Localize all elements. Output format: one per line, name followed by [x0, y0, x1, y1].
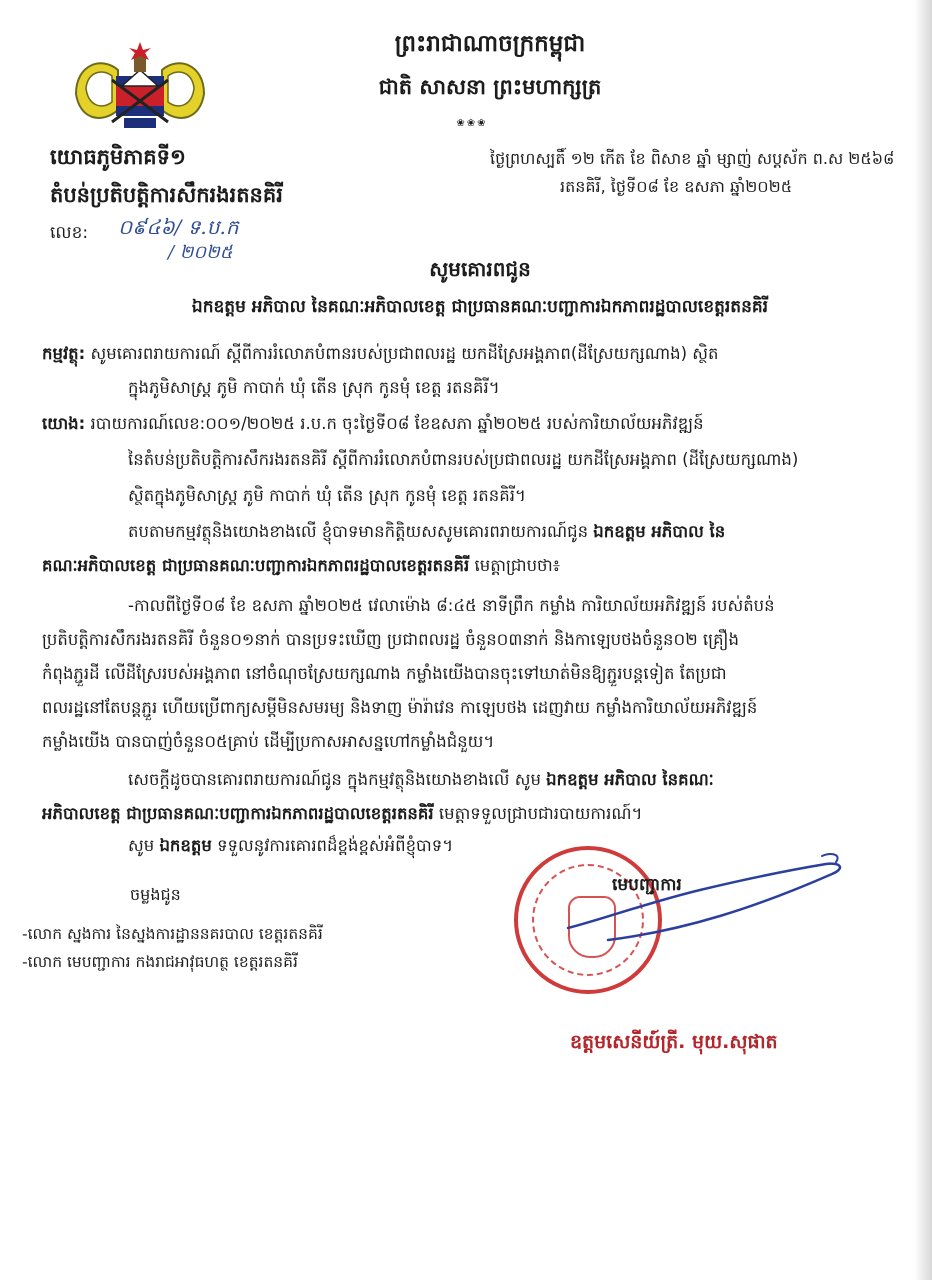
subject-line-2: ក្នុងភូមិសាស្ត្រ ភូមិ កាបាក់ ឃុំ តើន ស្រុក កូនមុំ ខេត្ត រតនគិរី។ — [128, 378, 500, 397]
signer-name: ឧត្តមសេនីយ៍ត្រី. មុយ.សុផាត — [570, 1031, 778, 1053]
cc-item-1: -លោក ស្នងការ នៃស្នងការដ្ឋាននគរបាល ខេត្តរតនគិរី — [22, 925, 323, 943]
subject-label: កម្មវត្ថុ: — [42, 344, 86, 363]
body-p2-line-3: កំពុងភ្ជួរដី លើដីស្រែរបស់អង្គភាព នៅចំណុចស្រែយក្សណាង កម្លាំងយើងបានចុះទៅឃាត់មិនឱ្យភ្ជួរបន្តទៀត តែប្រជា — [42, 664, 727, 683]
military-emblem-icon — [72, 40, 208, 132]
body-p1-line-2 — [42, 556, 560, 576]
body-p3-text-1b: ឯកឧត្តម អភិបាល នៃគណៈ — [546, 770, 714, 789]
body-p3-line-1 — [128, 770, 714, 790]
cc-title: ចម្លងជូន — [130, 885, 181, 904]
body-p1-text-2a: គណៈអភិបាលខេត្ត ជាប្រធានគណៈបញ្ជាការឯកភាពរដ្ឋបាលខេត្តរតនគិរី — [42, 556, 470, 575]
reference-number-handwritten: ០៩៤៦/ ទ.ប.ក — [118, 215, 239, 239]
header-separator: ❀❀❀ — [456, 118, 488, 129]
reference-label: យោង: — [42, 414, 86, 433]
body-p4-text-b: ឯកឧត្តម — [159, 836, 212, 855]
reference-line-3: ស្ថិតក្នុងភូមិសាស្ត្រ ភូមិ កាបាក់ ឃុំ តើន ស្រុក កូនមុំ ខេត្ត រតនគិរី។ — [128, 486, 526, 505]
body-p2-line-4: ពលរដ្ឋនៅតែបន្តភ្ជួរ ហើយប្រើពាក្យសម្តីមិនសមរម្យ និងទាញ ម៉ារ៉ាវេន កាឡេបថង ដេញវាយ កម្លាំងការិយាល័យអភិវឌ្ឍន៍ — [42, 698, 758, 717]
signer-title: មេបញ្ជាការ — [612, 875, 682, 895]
body-p3-line-2 — [42, 804, 642, 824]
solar-date: រតនគិរី, ថ្ងៃទី០៨ ខែ ឧសភា ឆ្នាំ២០២៥ — [560, 177, 793, 196]
cc-item-2: -លោក មេបញ្ជាការ កងរាជអាវុធហត្ថ ខេត្តរតនគិរី — [22, 953, 298, 971]
page-edge-shadow — [914, 0, 932, 1280]
handwritten-signature-icon — [560, 850, 850, 950]
national-motto: ជាតិ សាសនា ព្រះមហាក្សត្រ — [378, 75, 602, 99]
body-p3-text-2b: មេត្តាទទួលជ្រាបជារបាយការណ៍។ — [438, 804, 643, 823]
body-p4-text-a: សូម — [128, 836, 155, 855]
kingdom-title: ព្រះរាជាណាចក្រកម្ពុជា — [394, 31, 586, 57]
reference-number-label: លេខ: — [50, 223, 89, 243]
reference-year-handwritten: / ២០២៥ — [168, 242, 233, 263]
lunar-date: ថ្ងៃព្រហស្បតិ៍ ១២ កើត ខែ ពិសាខ ឆ្នាំ ម្សាញ់ សប្តស័ក ព.ស ២៥៦៨ — [490, 149, 895, 168]
subject-line-1 — [42, 344, 718, 364]
body-p1-text-1a: តបតាមកម្មវត្ថុនិងយោងខាងលើ ខ្ញុំបាទមានកិត្តិយសសូមគោរពរាយការណ៍ជូន — [128, 522, 589, 541]
reference-line-2: នៃតំបន់ប្រតិបត្តិការសឹករងរតនគិរី ស្តីពីការរំលោភបំពានរបស់ប្រជាពលរដ្ឋ យកដីស្រែអង្គភាព (ដីស្រែយក្សណាង) — [128, 450, 799, 469]
body-p2-line-5: កម្លាំងយើង បានបាញ់ចំនួន០៥គ្រាប់ ដើម្បីប្រកាសអាសន្នហៅកម្លាំងជំនួយ។ — [42, 732, 495, 751]
body-p4-text-c: ទទួលនូវការគោរពដ៏ខ្ពង់ខ្ពស់អំពីខ្ញុំបាទ។ — [217, 836, 454, 855]
body-p1-text-1b: ឯកឧត្តម អភិបាល នៃ — [593, 522, 726, 541]
body-p3-text-1a: សេចក្តីដូចបានគោរពរាយការណ៍ជូន ក្នុងកម្មវត្ថុនិងយោងខាងលើ សូម — [128, 770, 541, 789]
body-p1-text-2b: មេត្តាជ្រាបថា៖ — [474, 556, 561, 575]
body-p2-line-2: ប្រតិបត្តិការសឹករងរតនគិរី ចំនួន០១នាក់ បានប្រទះឃើញ ប្រជាពលរដ្ឋ ចំនួន០៣នាក់ និងកាឡេបថងចំនួន០២ គ្រឿង — [42, 630, 739, 649]
sender-org-line1: យោធភូមិភាគទី១ — [50, 145, 186, 169]
reference-line-1 — [42, 414, 704, 434]
recipient: ឯកឧត្តម អភិបាល នៃគណៈអភិបាលខេត្ត ជាប្រធានគណៈបញ្ជាការឯកភាពរដ្ឋបាលខេត្តរតនគិរី — [191, 297, 769, 317]
subject-text-1: សូមគោរពរាយការណ៍ ស្តីពីការរំលោភបំពានរបស់ប្រជាពលរដ្ឋ យកដីស្រែអង្គភាព(ដីស្រែយក្សណាង) ស្ថិត — [90, 344, 719, 363]
greeting: សូមគោរពជូន — [429, 257, 531, 281]
reference-text-1: របាយការណ៍លេខ:០០១/២០២៥ រ.ប.ក ចុះថ្ងៃទី០៨ ខែឧសភា ឆ្នាំ២០២៥ របស់ការិយាល័យអភិវឌ្ឍន៍ — [90, 414, 704, 433]
body-p3-text-2a: អភិបាលខេត្ត ជាប្រធានគណៈបញ្ជាការឯកភាពរដ្ឋបាលខេត្តរតនគិរី — [42, 804, 434, 823]
body-p1-line-1 — [128, 522, 725, 542]
body-p2-line-1: -កាលពីថ្ងៃទី០៨ ខែ ឧសភា ឆ្នាំ២០២៥ វេលាម៉ោង ៨:៤៥ នាទីព្រឹក កម្លាំង ការិយាល័យអភិវឌ្ឍន៍ របស់តំបន់ — [128, 596, 775, 615]
body-p4-line — [128, 836, 453, 856]
sender-org-line2: តំបន់ប្រតិបត្តិការសឹករងរតនគិរី — [50, 183, 283, 207]
